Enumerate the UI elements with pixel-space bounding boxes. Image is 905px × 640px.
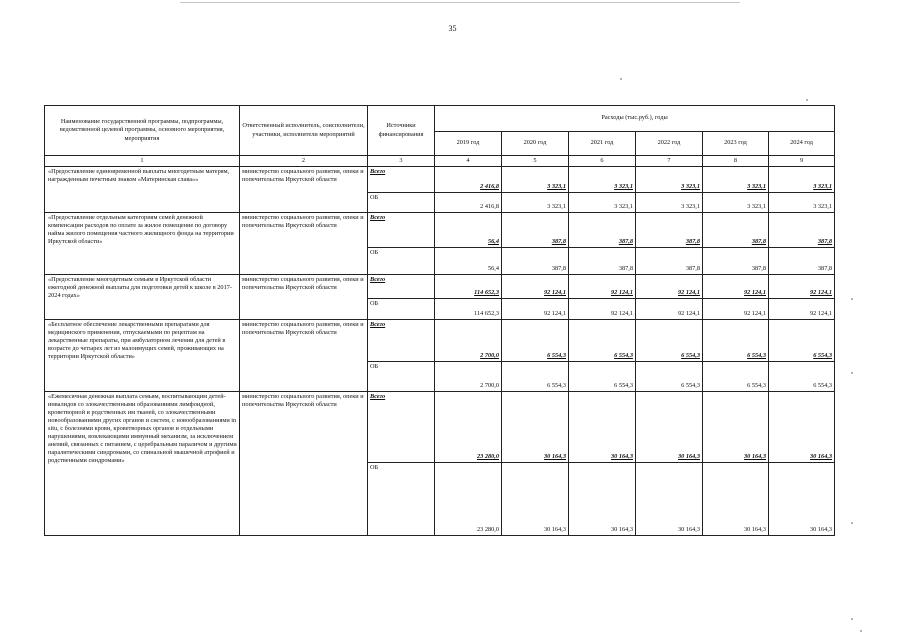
header-year: 2024 год	[769, 132, 835, 156]
table-row	[45, 275, 835, 299]
column-number: 5	[502, 156, 569, 167]
amount-ob: 387,8	[636, 248, 703, 275]
source-ob-label: ОБ	[368, 299, 435, 320]
amount-ob: 92 124,1	[636, 299, 703, 320]
source-total-label: Всего	[368, 275, 435, 299]
amount-total: 387,8	[569, 213, 636, 248]
scan-speck	[851, 298, 853, 300]
table-body	[45, 106, 835, 536]
amount-total: 387,8	[703, 213, 769, 248]
amount-ob: 3 323,1	[636, 193, 703, 213]
amount-total: 92 124,1	[569, 275, 636, 299]
header-name: Наименование государственной программы, подпрограммы, ведомственной целевой программы, основного мероприятия, мероприятия	[45, 106, 240, 156]
amount-total: 387,8	[502, 213, 569, 248]
scan-speck	[851, 618, 853, 620]
amount-ob: 114 652,3	[435, 299, 502, 320]
program-name: «Предоставление отдельным категориям семей денежной компенсации расходов по оплате за жилое помещение по договору найма жилого помещения частного жилищного фонда на территории Иркутской области»	[45, 213, 240, 275]
header-year: 2021 год	[569, 132, 636, 156]
header-row	[45, 106, 835, 132]
amount-total: 3 323,1	[703, 167, 769, 193]
column-number: 2	[240, 156, 368, 167]
header-executor: Ответственный исполнитель, соисполнители, участники, исполнители мероприятий	[240, 106, 368, 156]
amount-ob: 30 164,3	[703, 463, 769, 536]
amount-ob: 92 124,1	[502, 299, 569, 320]
amount-ob: 6 554,3	[636, 362, 703, 392]
column-number: 6	[569, 156, 636, 167]
amount-total: 92 124,1	[703, 275, 769, 299]
amount-ob: 30 164,3	[502, 463, 569, 536]
header-year: 2020 год	[502, 132, 569, 156]
scan-speck	[620, 78, 622, 80]
amount-total: 56,4	[435, 213, 502, 248]
source-total-label: Всего	[368, 167, 435, 193]
header-year: 2022 год	[636, 132, 703, 156]
executor: министерство социального развития, опеки и попечительства Иркутской области	[240, 320, 368, 392]
scan-edge-line	[180, 2, 740, 3]
column-number: 3	[368, 156, 435, 167]
page-number: 35	[448, 24, 457, 33]
scan-speck	[860, 630, 862, 632]
amount-total: 6 554,3	[569, 320, 636, 362]
amount-ob: 92 124,1	[769, 299, 835, 320]
amount-ob: 6 554,3	[569, 362, 636, 392]
amount-ob: 92 124,1	[569, 299, 636, 320]
column-number: 1	[45, 156, 240, 167]
scan-speck	[851, 372, 853, 374]
amount-total: 30 164,3	[769, 392, 835, 463]
amount-total: 2 700,0	[435, 320, 502, 362]
amount-ob: 2 416,8	[435, 193, 502, 213]
program-name: «Ежемесячная денежная выплата семьям, воспитывающим детей-инвалидов со злокачественными образованиями лимфоидной, кроветворной и родственных им тканей, со злокачественными новообразованиями других органов и систем, с новообразованиями in situ, с болезнями крови, кроветворных органов и отдельными нарушениями, вовлекающими иммунный механизм, за исключением анемий, связанных с питанием, с церебральным параличом и другими паралитическими синдромами, со спинальной мышечной атрофией и родственными синдромами»	[45, 392, 240, 536]
amount-total: 30 164,3	[703, 392, 769, 463]
amount-ob: 3 323,1	[502, 193, 569, 213]
column-number: 4	[435, 156, 502, 167]
amount-total: 3 323,1	[636, 167, 703, 193]
source-total-label: Всего	[368, 213, 435, 248]
amount-total: 387,8	[769, 213, 835, 248]
amount-ob: 23 280,0	[435, 463, 502, 536]
executor: министерство социального развития, опеки и попечительства Иркутской области	[240, 167, 368, 213]
amount-total: 30 164,3	[502, 392, 569, 463]
amount-total: 6 554,3	[769, 320, 835, 362]
amount-total: 92 124,1	[502, 275, 569, 299]
table-row	[45, 213, 835, 248]
budget-table	[44, 105, 835, 536]
amount-ob: 3 323,1	[703, 193, 769, 213]
amount-total: 92 124,1	[636, 275, 703, 299]
amount-ob: 56,4	[435, 248, 502, 275]
amount-ob: 2 700,0	[435, 362, 502, 392]
header-year: 2023 год	[703, 132, 769, 156]
source-total-label: Всего	[368, 320, 435, 362]
amount-total: 6 554,3	[703, 320, 769, 362]
source-ob-label: ОБ	[368, 248, 435, 275]
table-row	[45, 392, 835, 463]
program-name: «Бесплатное обеспечение лекарственными препаратами для медицинского применения, отпускаемыми по рецептам на лекарственные препараты, при амбулаторном лечении для детей в возрасте до четырех лет из малоимущих семей, проживающих на территории Иркутской области»	[45, 320, 240, 392]
executor: министерство социального развития, опеки и попечительства Иркутской области	[240, 213, 368, 275]
program-name: «Предоставление многодетным семьям в Иркутской области ежегодной денежной выплаты для подготовки детей к школе в 2017-2024 годах»	[45, 275, 240, 320]
header-expenses: Расходы (тыс.руб.), годы	[435, 106, 835, 132]
executor: министерство социального развития, опеки и попечительства Иркутской области	[240, 392, 368, 536]
source-ob-label: ОБ	[368, 463, 435, 536]
table-row	[45, 167, 835, 193]
executor: министерство социального развития, опеки и попечительства Иркутской области	[240, 275, 368, 320]
column-number: 9	[769, 156, 835, 167]
column-number: 8	[703, 156, 769, 167]
amount-ob: 92 124,1	[703, 299, 769, 320]
amount-total: 2 416,8	[435, 167, 502, 193]
amount-total: 23 280,0	[435, 392, 502, 463]
amount-ob: 30 164,3	[636, 463, 703, 536]
amount-total: 92 124,1	[769, 275, 835, 299]
amount-ob: 6 554,3	[502, 362, 569, 392]
amount-ob: 387,8	[769, 248, 835, 275]
table-row	[45, 320, 835, 362]
source-ob-label: ОБ	[368, 193, 435, 213]
amount-ob: 30 164,3	[769, 463, 835, 536]
scan-speck	[851, 522, 853, 524]
amount-total: 6 554,3	[502, 320, 569, 362]
amount-total: 30 164,3	[636, 392, 703, 463]
header-year: 2019 год	[435, 132, 502, 156]
amount-ob: 3 323,1	[769, 193, 835, 213]
source-total-label: Всего	[368, 392, 435, 463]
amount-total: 114 652,3	[435, 275, 502, 299]
amount-ob: 387,8	[502, 248, 569, 275]
amount-ob: 6 554,3	[703, 362, 769, 392]
amount-total: 6 554,3	[636, 320, 703, 362]
amount-ob: 30 164,3	[569, 463, 636, 536]
column-number: 7	[636, 156, 703, 167]
scan-speck	[806, 99, 808, 101]
amount-total: 3 323,1	[502, 167, 569, 193]
amount-ob: 387,8	[703, 248, 769, 275]
amount-ob: 387,8	[569, 248, 636, 275]
amount-ob: 6 554,3	[769, 362, 835, 392]
source-ob-label: ОБ	[368, 362, 435, 392]
amount-total: 3 323,1	[569, 167, 636, 193]
amount-ob: 3 323,1	[569, 193, 636, 213]
header-source: Источники финансирования	[368, 106, 435, 156]
program-name: «Предоставление единовременной выплаты многодетным матерям, награжденным почетным знаком «Материнская слава»»	[45, 167, 240, 213]
column-number-row	[45, 156, 835, 167]
amount-total: 387,8	[636, 213, 703, 248]
amount-total: 3 323,1	[769, 167, 835, 193]
amount-total: 30 164,3	[569, 392, 636, 463]
